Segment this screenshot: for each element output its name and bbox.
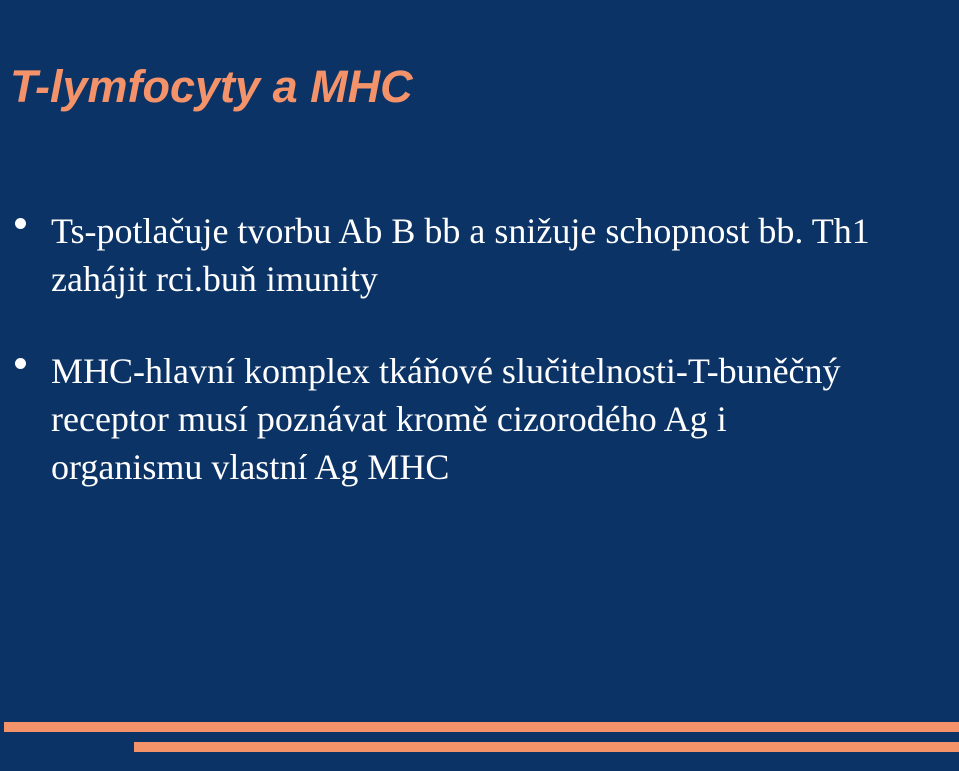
bullet-text: MHC-hlavní komplex tkáňové slučitelnosti-T-buněčný receptor musí poznávat kromě cizorodého Ag i organismu vlastní Ag MHC	[51, 351, 841, 487]
decorative-bar-top	[4, 722, 959, 732]
bullet-dot-icon	[15, 218, 26, 229]
bullet-text: Ts-potlačuje tvorbu Ab B bb a snižuje schopnost bb. Th1 zahájit rci.buň imunity	[51, 211, 870, 299]
bullet-dot-icon	[15, 358, 26, 369]
slide-title: T-lymfocyty a MHC	[10, 61, 413, 112]
decorative-bar-bottom	[134, 742, 959, 752]
